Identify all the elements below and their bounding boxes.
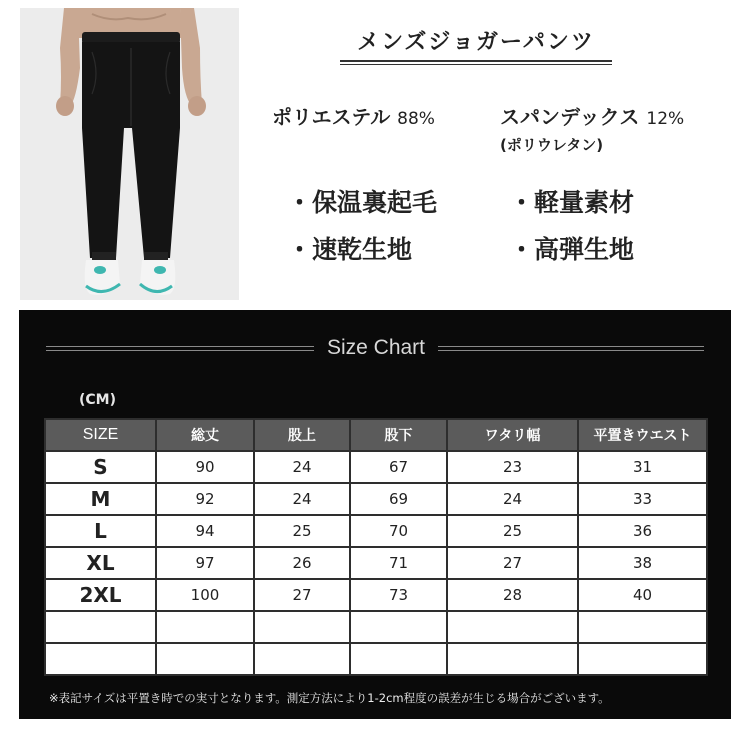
title-underline-thin [340,64,612,65]
column-header: 総丈 [156,419,254,451]
table-row [45,483,707,515]
material-name: スパンデックス [500,105,640,129]
table-cell: 26 [254,547,350,579]
table-cell: 27 [254,579,350,611]
table-cell: 24 [254,451,350,483]
table-cell [447,643,578,675]
table-cell: 67 [350,451,447,483]
table-cell: 23 [447,451,578,483]
size-table [44,418,708,676]
table-cell: 92 [156,483,254,515]
table-row [45,579,707,611]
table-row [45,547,707,579]
table-header-row [45,419,707,451]
product-photo [20,8,239,300]
table-cell: 70 [350,515,447,547]
table-cell [156,643,254,675]
table-cell [254,611,350,643]
jogger-pants-illustration [20,8,239,300]
table-row-empty [45,611,707,643]
size-chart-panel [19,310,731,719]
column-header: ワタリ幅 [447,419,578,451]
table-cell: 27 [447,547,578,579]
heading-rule [438,346,704,347]
table-cell: 94 [156,515,254,547]
table-row-empty [45,643,707,675]
size-cell: M [45,483,156,515]
table-cell: 33 [578,483,707,515]
product-title-block [340,30,612,56]
material-note: (ポリウレタン) [500,136,604,154]
feature-label: 速乾生地 [312,235,413,264]
heading-rule [46,350,314,351]
table-cell: 100 [156,579,254,611]
feature-item: ・速乾生地 [287,235,413,264]
table-cell [350,643,447,675]
title-underline [340,60,612,62]
feature-item: ・軽量素材 [509,188,635,217]
table-cell: 24 [447,483,578,515]
material-percent: 88% [397,109,435,129]
feature-label: 軽量素材 [534,188,635,217]
size-cell [45,643,156,675]
table-cell [350,611,447,643]
table-cell [156,611,254,643]
table-cell: 36 [578,515,707,547]
table-cell: 38 [578,547,707,579]
feature-item: ・高弾生地 [509,235,635,264]
material-percent: 12% [646,109,685,129]
unit-label: (CM) [79,392,117,408]
table-cell: 69 [350,483,447,515]
feature-item: ・保温裏起毛 [287,188,438,217]
table-cell: 24 [254,483,350,515]
product-title: メンズジョガーパンツ [357,30,595,55]
size-chart-title: Size Chart [326,336,426,359]
size-chart-heading [46,335,704,361]
table-cell [254,643,350,675]
feature-label: 保温裏起毛 [312,188,438,217]
table-cell [578,611,707,643]
table-row [45,515,707,547]
size-cell: S [45,451,156,483]
table-cell: 25 [254,515,350,547]
column-header: SIZE [45,419,156,451]
size-cell [45,611,156,643]
table-cell: 25 [447,515,578,547]
material-name: ポリエステル [272,105,391,129]
size-cell: XL [45,547,156,579]
table-cell: 71 [350,547,447,579]
column-header: 股下 [350,419,447,451]
size-cell: L [45,515,156,547]
size-cell: 2XL [45,579,156,611]
table-cell: 28 [447,579,578,611]
column-header: 股上 [254,419,350,451]
table-cell: 31 [578,451,707,483]
table-cell [447,611,578,643]
heading-rule [46,346,314,347]
table-cell: 90 [156,451,254,483]
heading-rule [438,350,704,351]
table-cell: 40 [578,579,707,611]
material-polyester [272,101,435,130]
table-cell: 73 [350,579,447,611]
table-cell: 97 [156,547,254,579]
table-cell [578,643,707,675]
table-row [45,451,707,483]
footnote: ※表記サイズは平置き時での実寸となります。測定方法により1-2cm程度の誤差が生じる場合がございます。 [49,691,610,705]
feature-label: 高弾生地 [534,235,635,264]
column-header: 平置きウエスト [578,419,707,451]
material-spandex [500,101,684,130]
